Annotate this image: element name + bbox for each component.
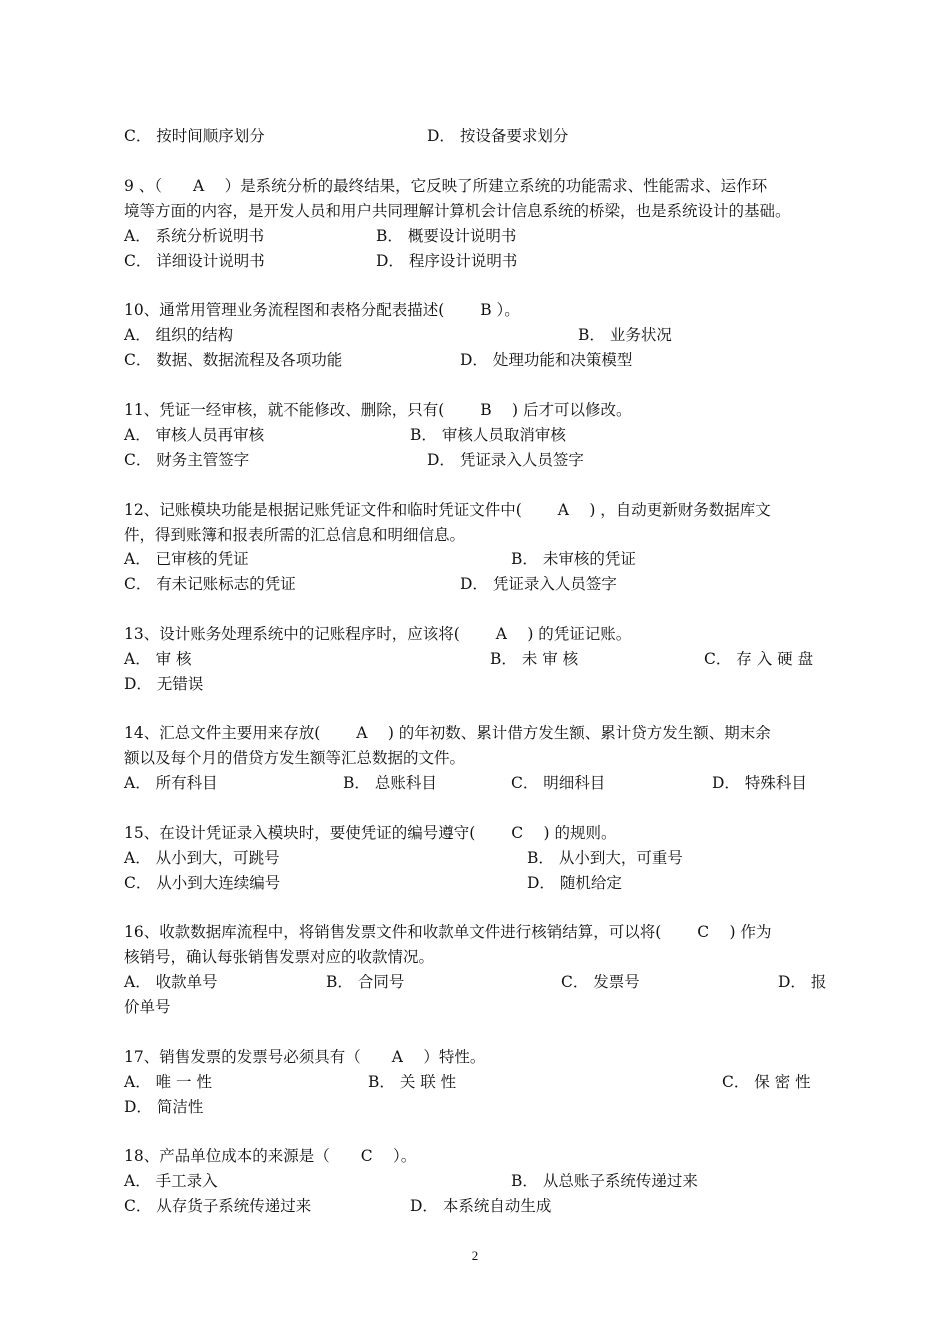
- page-number: 2: [471, 1248, 479, 1263]
- q14-option-b: B． 总账科目: [343, 774, 437, 792]
- q10-stem: 10、通常用管理业务流程图和表格分配表描述( B ）。: [124, 301, 520, 319]
- q17-option-b: B． 关 联 性: [368, 1073, 457, 1091]
- q12-option-b: B． 未审核的凭证: [511, 550, 636, 568]
- q13-stem: 13、设计账务处理系统中的记账程序时，应该将( A ) 的凭证记账。: [124, 625, 632, 643]
- q10-option-d: D． 处理功能和决策模型: [460, 351, 633, 369]
- q18-option-c: C． 从存货子系统传递过来: [124, 1197, 312, 1215]
- q12-stem-line1: 12、记账模块功能是根据记账凭证文件和临时凭证文件中( A ) ，自动更新财务数据库文: [124, 501, 771, 519]
- q17-stem: 17、销售发票的发票号必须具有（ A ）特性。: [124, 1048, 486, 1066]
- q14-stem-line1: 14、汇总文件主要用来存放( A ) 的年初数、累计借方发生额、累计贷方发生额、期末余: [124, 724, 771, 742]
- q15-stem: 15、在设计凭证录入模块时，要使凭证的编号遵守( C ) 的规则。: [124, 824, 617, 842]
- q17-option-c: C． 保 密 性: [722, 1073, 811, 1091]
- q16-stem-line2: 核销号，确认每张销售发票对应的收款情况。: [124, 948, 435, 966]
- q13-option-d: D． 无错误: [124, 675, 204, 693]
- q13-option-a: A． 审 核: [124, 650, 192, 668]
- q14-option-a: A． 所有科目: [124, 774, 218, 792]
- q9-option-b: B． 概要设计说明书: [376, 227, 517, 245]
- q9-option-c: C． 详细设计说明书: [124, 252, 265, 270]
- q12-stem-line2: 件，得到账簿和报表所需的汇总信息和明细信息。: [124, 526, 466, 544]
- q16-option-d: D． 报: [778, 973, 827, 991]
- q10-option-c: C． 数据、数据流程及各项功能: [124, 351, 343, 369]
- q9-option-a: A． 系统分析说明书: [124, 227, 265, 245]
- q13-option-b: B． 未 审 核: [490, 650, 579, 668]
- q12-option-d: D． 凭证录入人员签字: [460, 575, 617, 593]
- q17-option-a: A． 唯 一 性: [124, 1073, 212, 1091]
- q18-option-b: B． 从总账子系统传递过来: [511, 1172, 698, 1190]
- q18-option-d: D． 本系统自动生成: [410, 1197, 552, 1215]
- q17-option-d: D． 简洁性: [124, 1098, 204, 1116]
- q14-option-d: D． 特殊科目: [712, 774, 807, 792]
- q14-option-c: C． 明细科目: [511, 774, 606, 792]
- q16-option-d-continued: 价单号: [124, 998, 171, 1016]
- q11-option-a: A． 审核人员再审核: [124, 426, 265, 444]
- q15-option-a: A． 从小到大，可跳号: [124, 849, 280, 867]
- q14-stem-line2: 额以及每个月的借贷方发生额等汇总数据的文件。: [124, 749, 466, 767]
- q10-option-a: A． 组织的结构: [124, 326, 234, 344]
- q11-option-d: D． 凭证录入人员签字: [427, 451, 584, 469]
- q11-option-c: C． 财务主管签字: [124, 451, 250, 469]
- q18-stem: 18、产品单位成本的来源是（ C ）。: [124, 1147, 417, 1165]
- q8-option-d: D． 按设备要求划分: [427, 127, 569, 145]
- q8-option-c: C． 按时间顺序划分: [124, 127, 265, 145]
- q12-option-c: C． 有未记账标志的凭证: [124, 575, 296, 593]
- q12-option-a: A． 已审核的凭证: [124, 550, 249, 568]
- q18-option-a: A． 手工录入: [124, 1172, 218, 1190]
- q9-stem-line2: 境等方面的内容，是开发人员和用户共同理解计算机会计信息系统的桥梁，也是系统设计的基础。: [124, 202, 791, 220]
- q9-stem-line1: 9 、（ A ）是系统分析的最终结果，它反映了所建立系统的功能需求、性能需求、运作环: [124, 177, 768, 195]
- q13-option-c: C． 存 入 硬 盘: [704, 650, 814, 668]
- q15-option-b: B． 从小到大，可重号: [527, 849, 683, 867]
- q15-option-d: D． 随机给定: [527, 874, 622, 892]
- q16-option-c: C． 发票号: [561, 973, 640, 991]
- q15-option-c: C． 从小到大连续编号: [124, 874, 281, 892]
- q16-option-a: A． 收款单号: [124, 973, 218, 991]
- q16-stem-line1: 16、收款数据库流程中，将销售发票文件和收款单文件进行核销结算，可以将( C ) 作为: [124, 923, 772, 941]
- q11-stem: 11、凭证一经审核，就不能修改、删除，只有( B ) 后才可以修改。: [124, 401, 632, 419]
- q10-option-b: B． 业务状况: [578, 326, 672, 344]
- q11-option-b: B． 审核人员取消审核: [410, 426, 566, 444]
- q16-option-b: B． 合同号: [326, 973, 405, 991]
- q9-option-d: D． 程序设计说明书: [376, 252, 518, 270]
